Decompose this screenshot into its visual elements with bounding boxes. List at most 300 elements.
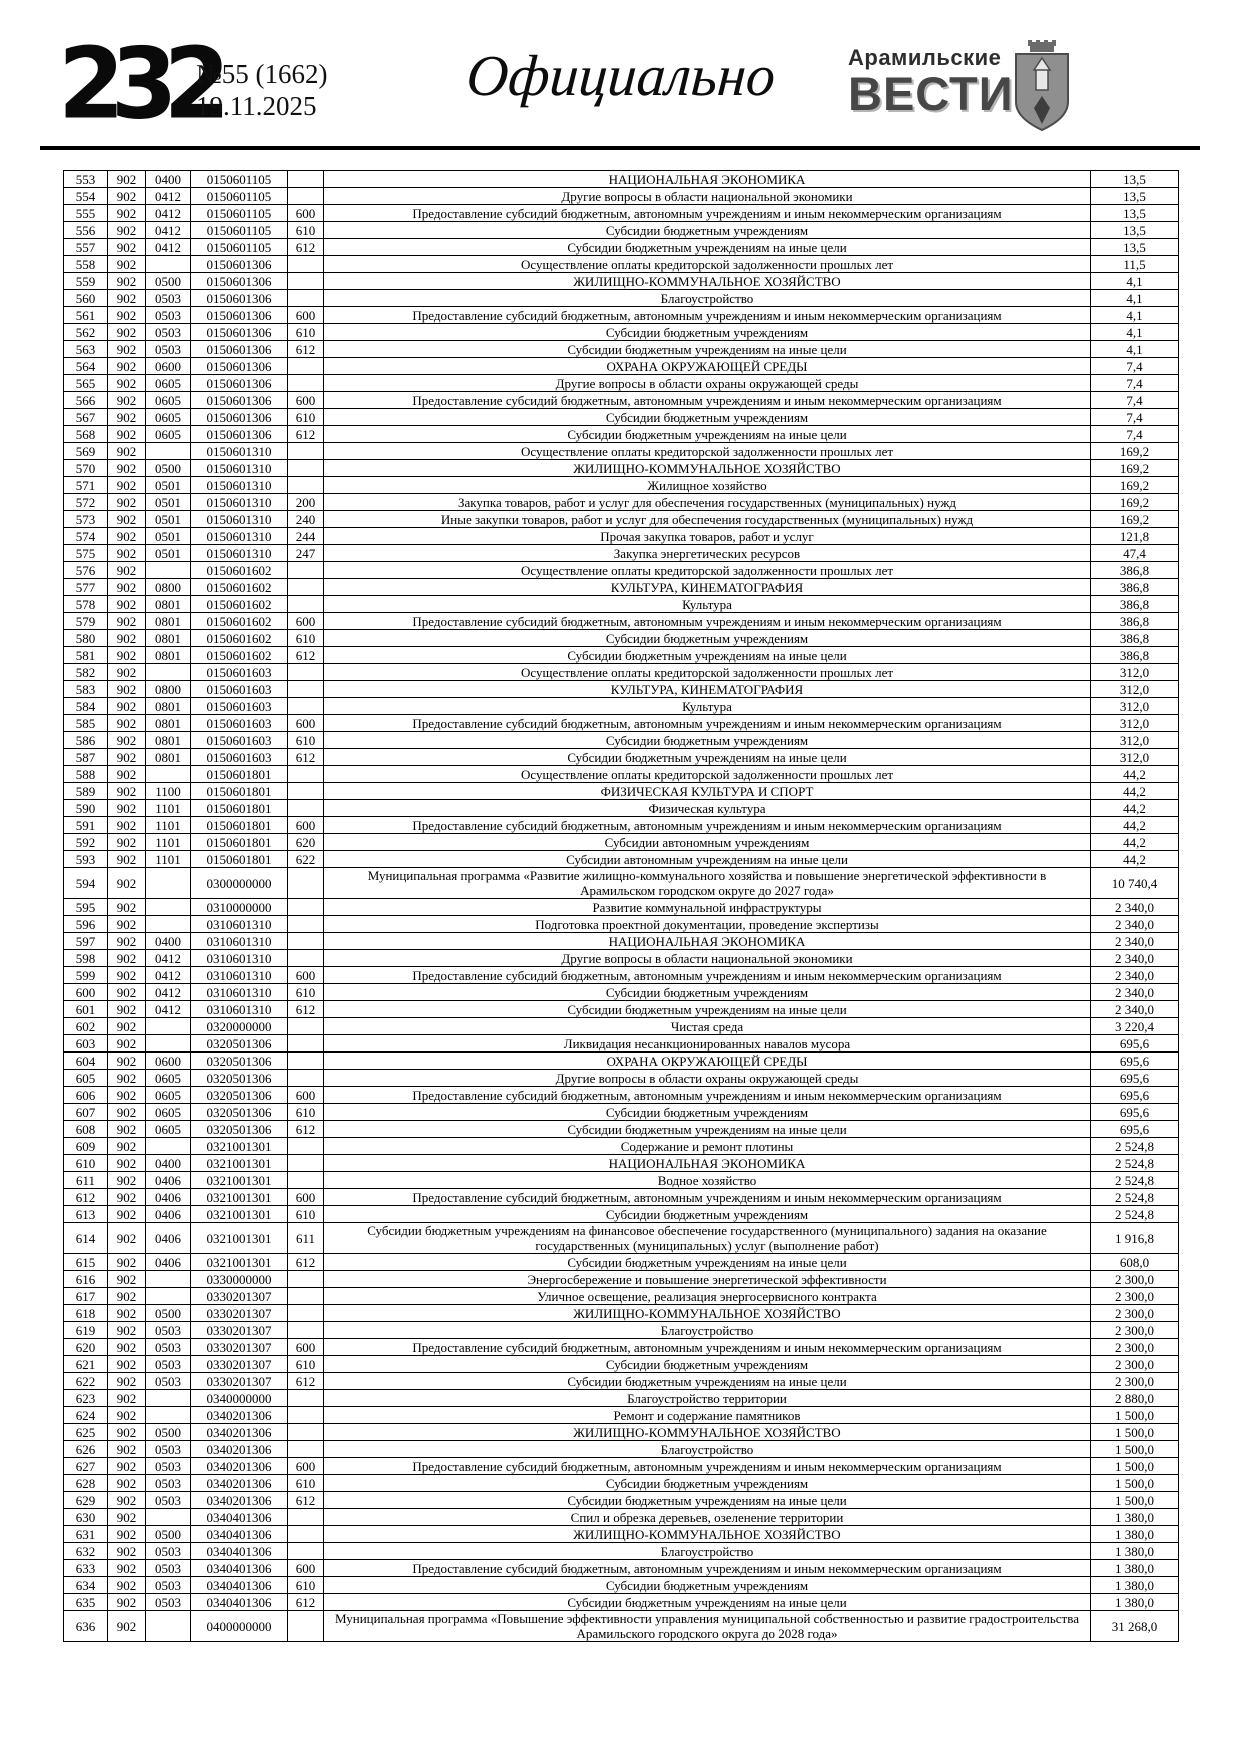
cell-name: Субсидии бюджетным учреждениям на иные цели [324, 1492, 1091, 1509]
cell-target-article: 0150601310 [191, 494, 288, 511]
cell-expense-type [288, 800, 324, 817]
cell-target-article: 0310601310 [191, 984, 288, 1001]
cell-name: Субсидии бюджетным учреждениям [324, 409, 1091, 426]
cell-expense-type [288, 1424, 324, 1441]
cell-expense-type [288, 596, 324, 613]
cell-grbs-code: 902 [108, 1087, 146, 1104]
cell-section-code: 0503 [146, 307, 191, 324]
cell-name: Развитие коммунальной инфраструктуры [324, 899, 1091, 916]
cell-expense-type: 240 [288, 511, 324, 528]
cell-amount: 11,5 [1091, 256, 1179, 273]
cell-row-number: 622 [64, 1373, 108, 1390]
cell-expense-type [288, 1070, 324, 1087]
cell-amount: 695,6 [1091, 1035, 1179, 1053]
newspaper-logo [848, 46, 1013, 118]
cell-section-code: 0412 [146, 239, 191, 256]
cell-row-number: 588 [64, 766, 108, 783]
cell-grbs-code: 902 [108, 1339, 146, 1356]
cell-amount: 2 300,0 [1091, 1339, 1179, 1356]
cell-section-code: 0600 [146, 1052, 191, 1070]
cell-row-number: 634 [64, 1577, 108, 1594]
table-row [64, 1070, 1179, 1087]
cell-grbs-code: 902 [108, 868, 146, 899]
cell-row-number: 612 [64, 1189, 108, 1206]
cell-amount: 2 300,0 [1091, 1322, 1179, 1339]
cell-section-code: 0605 [146, 1087, 191, 1104]
cell-grbs-code: 902 [108, 443, 146, 460]
cell-section-code: 1101 [146, 834, 191, 851]
cell-grbs-code: 902 [108, 1104, 146, 1121]
cell-amount: 312,0 [1091, 732, 1179, 749]
cell-target-article: 0150601603 [191, 698, 288, 715]
table-row [64, 579, 1179, 596]
cell-amount: 7,4 [1091, 375, 1179, 392]
cell-name: КУЛЬТУРА, КИНЕМАТОГРАФИЯ [324, 579, 1091, 596]
cell-amount: 1 500,0 [1091, 1492, 1179, 1509]
cell-amount: 169,2 [1091, 494, 1179, 511]
cell-section-code: 0500 [146, 273, 191, 290]
cell-amount: 44,2 [1091, 766, 1179, 783]
table-row [64, 681, 1179, 698]
cell-amount: 7,4 [1091, 409, 1179, 426]
cell-target-article: 0150601310 [191, 460, 288, 477]
cell-grbs-code: 902 [108, 967, 146, 984]
cell-section-code: 0605 [146, 1104, 191, 1121]
cell-section-code: 1101 [146, 851, 191, 868]
table-row [64, 511, 1179, 528]
cell-target-article: 0300000000 [191, 868, 288, 899]
cell-grbs-code: 902 [108, 1373, 146, 1390]
cell-section-code: 0412 [146, 950, 191, 967]
issue-block [196, 58, 328, 122]
table-row [64, 766, 1179, 783]
cell-expense-type: 612 [288, 1121, 324, 1138]
cell-amount: 386,8 [1091, 647, 1179, 664]
cell-amount: 312,0 [1091, 715, 1179, 732]
cell-amount: 44,2 [1091, 817, 1179, 834]
cell-target-article: 0150601801 [191, 834, 288, 851]
cell-section-code: 0501 [146, 477, 191, 494]
cell-expense-type [288, 1611, 324, 1642]
cell-section-code [146, 1138, 191, 1155]
table-row [64, 1189, 1179, 1206]
cell-row-number: 573 [64, 511, 108, 528]
cell-grbs-code: 902 [108, 256, 146, 273]
cell-name: Субсидии бюджетным учреждениям на иные цели [324, 1121, 1091, 1138]
cell-section-code: 0605 [146, 1070, 191, 1087]
cell-row-number: 580 [64, 630, 108, 647]
cell-expense-type [288, 1407, 324, 1424]
cell-target-article: 0321001301 [191, 1189, 288, 1206]
cell-name: Предоставление субсидий бюджетным, автономным учреждениям и иным некоммерческим организациям [324, 307, 1091, 324]
cell-amount: 2 300,0 [1091, 1305, 1179, 1322]
cell-row-number: 607 [64, 1104, 108, 1121]
table-row [64, 443, 1179, 460]
cell-amount: 386,8 [1091, 562, 1179, 579]
cell-target-article: 0150601105 [191, 205, 288, 222]
table-row [64, 324, 1179, 341]
cell-amount: 312,0 [1091, 698, 1179, 715]
table-row [64, 341, 1179, 358]
cell-row-number: 575 [64, 545, 108, 562]
cell-row-number: 565 [64, 375, 108, 392]
cell-grbs-code: 902 [108, 239, 146, 256]
table-row [64, 984, 1179, 1001]
cell-target-article: 0321001301 [191, 1172, 288, 1189]
issue-date: 19.11.2025 [196, 91, 317, 121]
cell-name: Субсидии бюджетным учреждениям на иные цели [324, 239, 1091, 256]
cell-expense-type: 610 [288, 1475, 324, 1492]
cell-section-code [146, 256, 191, 273]
cell-grbs-code: 902 [108, 1560, 146, 1577]
cell-grbs-code: 902 [108, 528, 146, 545]
cell-target-article: 0321001301 [191, 1206, 288, 1223]
cell-section-code: 0503 [146, 1475, 191, 1492]
cell-grbs-code: 902 [108, 984, 146, 1001]
cell-expense-type: 622 [288, 851, 324, 868]
cell-row-number: 633 [64, 1560, 108, 1577]
cell-grbs-code: 902 [108, 933, 146, 950]
cell-name: Осуществление оплаты кредиторской задолженности прошлых лет [324, 256, 1091, 273]
cell-section-code: 0800 [146, 681, 191, 698]
cell-amount: 2 524,8 [1091, 1155, 1179, 1172]
cell-row-number: 628 [64, 1475, 108, 1492]
cell-section-code: 0500 [146, 1424, 191, 1441]
cell-expense-type [288, 868, 324, 899]
cell-target-article: 0150601306 [191, 375, 288, 392]
table-row [64, 1458, 1179, 1475]
cell-target-article: 0150601306 [191, 307, 288, 324]
cell-grbs-code: 902 [108, 596, 146, 613]
cell-amount: 1 380,0 [1091, 1526, 1179, 1543]
cell-expense-type: 600 [288, 307, 324, 324]
cell-grbs-code: 902 [108, 613, 146, 630]
cell-row-number: 571 [64, 477, 108, 494]
cell-amount: 312,0 [1091, 749, 1179, 766]
cell-row-number: 589 [64, 783, 108, 800]
cell-row-number: 629 [64, 1492, 108, 1509]
cell-section-code: 0605 [146, 426, 191, 443]
cell-row-number: 581 [64, 647, 108, 664]
cell-expense-type [288, 256, 324, 273]
cell-target-article: 0330201307 [191, 1339, 288, 1356]
cell-section-code: 0503 [146, 324, 191, 341]
cell-expense-type [288, 1052, 324, 1070]
cell-expense-type: 600 [288, 1458, 324, 1475]
cell-row-number: 584 [64, 698, 108, 715]
cell-amount: 1 380,0 [1091, 1560, 1179, 1577]
page-number: 232 [58, 26, 217, 142]
cell-section-code: 0400 [146, 1155, 191, 1172]
cell-row-number: 582 [64, 664, 108, 681]
cell-grbs-code: 902 [108, 834, 146, 851]
cell-grbs-code: 902 [108, 273, 146, 290]
cell-amount: 386,8 [1091, 579, 1179, 596]
cell-target-article: 0310000000 [191, 899, 288, 916]
cell-name: Предоставление субсидий бюджетным, автономным учреждениям и иным некоммерческим организациям [324, 1458, 1091, 1475]
issue-number: №55 (1662) [196, 59, 328, 89]
cell-section-code: 0412 [146, 222, 191, 239]
cell-name: ЖИЛИЩНО-КОММУНАЛЬНОЕ ХОЗЯЙСТВО [324, 273, 1091, 290]
cell-name: Благоустройство [324, 1441, 1091, 1458]
table-row [64, 698, 1179, 715]
cell-name: Уличное освещение, реализация энергосервисного контракта [324, 1288, 1091, 1305]
cell-expense-type [288, 562, 324, 579]
cell-target-article: 0150601105 [191, 239, 288, 256]
cell-name: Энергосбережение и повышение энергетической эффективности [324, 1271, 1091, 1288]
table-row [64, 1373, 1179, 1390]
cell-name: Благоустройство [324, 1543, 1091, 1560]
cell-target-article: 0340201306 [191, 1458, 288, 1475]
cell-grbs-code: 902 [108, 494, 146, 511]
masthead [0, 0, 1241, 146]
cell-expense-type [288, 899, 324, 916]
cell-target-article: 0150601306 [191, 426, 288, 443]
cell-target-article: 0150601105 [191, 188, 288, 205]
cell-amount: 695,6 [1091, 1070, 1179, 1087]
cell-expense-type [288, 375, 324, 392]
cell-target-article: 0310601310 [191, 916, 288, 933]
cell-grbs-code: 902 [108, 358, 146, 375]
cell-target-article: 0320000000 [191, 1018, 288, 1035]
cell-target-article: 0340201306 [191, 1424, 288, 1441]
cell-amount: 2 340,0 [1091, 916, 1179, 933]
cell-amount: 4,1 [1091, 273, 1179, 290]
cell-section-code: 0605 [146, 375, 191, 392]
cell-expense-type: 620 [288, 834, 324, 851]
cell-row-number: 618 [64, 1305, 108, 1322]
cell-expense-type [288, 950, 324, 967]
cell-amount: 2 524,8 [1091, 1206, 1179, 1223]
table-row [64, 1206, 1179, 1223]
table-row [64, 1087, 1179, 1104]
cell-expense-type: 244 [288, 528, 324, 545]
cell-row-number: 592 [64, 834, 108, 851]
cell-amount: 1 380,0 [1091, 1543, 1179, 1560]
cell-grbs-code: 902 [108, 1254, 146, 1271]
cell-target-article: 0340401306 [191, 1577, 288, 1594]
cell-name: ЖИЛИЩНО-КОММУНАЛЬНОЕ ХОЗЯЙСТВО [324, 1526, 1091, 1543]
cell-target-article: 0310601310 [191, 967, 288, 984]
cell-grbs-code: 902 [108, 1223, 146, 1254]
cell-name: Предоставление субсидий бюджетным, автономным учреждениям и иным некоммерческим организациям [324, 967, 1091, 984]
table-row [64, 1475, 1179, 1492]
cell-name: Осуществление оплаты кредиторской задолженности прошлых лет [324, 562, 1091, 579]
cell-grbs-code: 902 [108, 1424, 146, 1441]
cell-target-article: 0340401306 [191, 1560, 288, 1577]
table-row [64, 426, 1179, 443]
table-row [64, 562, 1179, 579]
cell-name: Иные закупки товаров, работ и услуг для обеспечения государственных (муниципальных) нужд [324, 511, 1091, 528]
cell-name: Осуществление оплаты кредиторской задолженности прошлых лет [324, 664, 1091, 681]
cell-name: Субсидии бюджетным учреждениям [324, 324, 1091, 341]
cell-grbs-code: 902 [108, 171, 146, 188]
cell-expense-type [288, 933, 324, 950]
cell-section-code [146, 1035, 191, 1053]
table-row [64, 1526, 1179, 1543]
cell-grbs-code: 902 [108, 647, 146, 664]
cell-target-article: 0150601602 [191, 630, 288, 647]
cell-row-number: 577 [64, 579, 108, 596]
cell-section-code: 0600 [146, 358, 191, 375]
cell-target-article: 0320501306 [191, 1121, 288, 1138]
cell-expense-type: 611 [288, 1223, 324, 1254]
cell-amount: 44,2 [1091, 800, 1179, 817]
cell-target-article: 0150601310 [191, 511, 288, 528]
cell-amount: 121,8 [1091, 528, 1179, 545]
cell-expense-type: 610 [288, 1206, 324, 1223]
cell-section-code [146, 562, 191, 579]
table-row [64, 817, 1179, 834]
cell-section-code [146, 868, 191, 899]
cell-row-number: 559 [64, 273, 108, 290]
table-row [64, 967, 1179, 984]
cell-expense-type: 600 [288, 392, 324, 409]
cell-row-number: 596 [64, 916, 108, 933]
cell-name: Благоустройство территории [324, 1390, 1091, 1407]
cell-name: Другие вопросы в области национальной экономики [324, 188, 1091, 205]
cell-amount: 13,5 [1091, 171, 1179, 188]
table-row [64, 1018, 1179, 1035]
cell-target-article: 0340201306 [191, 1441, 288, 1458]
cell-section-code: 1101 [146, 817, 191, 834]
cell-expense-type [288, 1509, 324, 1526]
cell-row-number: 563 [64, 341, 108, 358]
table-row [64, 1407, 1179, 1424]
cell-grbs-code: 902 [108, 460, 146, 477]
cell-target-article: 0150601306 [191, 358, 288, 375]
cell-expense-type: 600 [288, 1560, 324, 1577]
cell-grbs-code: 902 [108, 899, 146, 916]
cell-target-article: 0150601602 [191, 647, 288, 664]
table-row [64, 545, 1179, 562]
cell-expense-type [288, 1441, 324, 1458]
cell-grbs-code: 902 [108, 1390, 146, 1407]
cell-section-code: 0412 [146, 967, 191, 984]
cell-name: Субсидии бюджетным учреждениям на иные цели [324, 1254, 1091, 1271]
cell-row-number: 630 [64, 1509, 108, 1526]
cell-name: Субсидии бюджетным учреждениям [324, 1206, 1091, 1223]
cell-row-number: 585 [64, 715, 108, 732]
cell-amount: 2 524,8 [1091, 1189, 1179, 1206]
cell-expense-type [288, 664, 324, 681]
cell-amount: 2 300,0 [1091, 1288, 1179, 1305]
cell-grbs-code: 902 [108, 950, 146, 967]
cell-expense-type [288, 358, 324, 375]
cell-target-article: 0150601310 [191, 528, 288, 545]
brand-top-label: Арамильские [848, 45, 1002, 70]
cell-expense-type: 610 [288, 409, 324, 426]
cell-amount: 386,8 [1091, 613, 1179, 630]
table-row [64, 1121, 1179, 1138]
table-row [64, 477, 1179, 494]
cell-amount: 2 340,0 [1091, 967, 1179, 984]
cell-target-article: 0320501306 [191, 1104, 288, 1121]
cell-name: Закупка товаров, работ и услуг для обеспечения государственных (муниципальных) нужд [324, 494, 1091, 511]
cell-row-number: 613 [64, 1206, 108, 1223]
cell-grbs-code: 902 [108, 307, 146, 324]
table-row [64, 596, 1179, 613]
cell-row-number: 614 [64, 1223, 108, 1254]
cell-target-article: 0150601801 [191, 851, 288, 868]
table-row [64, 1322, 1179, 1339]
cell-row-number: 619 [64, 1322, 108, 1339]
cell-row-number: 624 [64, 1407, 108, 1424]
cell-expense-type [288, 1172, 324, 1189]
cell-section-code: 0801 [146, 698, 191, 715]
cell-target-article: 0340401306 [191, 1543, 288, 1560]
table-row [64, 375, 1179, 392]
cell-amount: 695,6 [1091, 1087, 1179, 1104]
cell-name: ОХРАНА ОКРУЖАЮЩЕЙ СРЕДЫ [324, 1052, 1091, 1070]
cell-target-article: 0340401306 [191, 1526, 288, 1543]
cell-name: Предоставление субсидий бюджетным, автономным учреждениям и иным некоммерческим организациям [324, 613, 1091, 630]
cell-amount: 1 380,0 [1091, 1509, 1179, 1526]
cell-row-number: 627 [64, 1458, 108, 1475]
cell-row-number: 598 [64, 950, 108, 967]
cell-row-number: 604 [64, 1052, 108, 1070]
table-row [64, 899, 1179, 916]
cell-name: Предоставление субсидий бюджетным, автономным учреждениям и иным некоммерческим организациям [324, 1560, 1091, 1577]
cell-amount: 2 524,8 [1091, 1172, 1179, 1189]
cell-section-code [146, 899, 191, 916]
cell-row-number: 616 [64, 1271, 108, 1288]
cell-amount: 4,1 [1091, 290, 1179, 307]
cell-name: Водное хозяйство [324, 1172, 1091, 1189]
cell-target-article: 0150601602 [191, 613, 288, 630]
cell-section-code [146, 1509, 191, 1526]
cell-amount: 1 500,0 [1091, 1407, 1179, 1424]
cell-section-code: 0801 [146, 715, 191, 732]
cell-name: Субсидии бюджетным учреждениям [324, 222, 1091, 239]
cell-amount: 13,5 [1091, 188, 1179, 205]
cell-row-number: 569 [64, 443, 108, 460]
cell-section-code: 0406 [146, 1206, 191, 1223]
cell-target-article: 0320501306 [191, 1087, 288, 1104]
cell-section-code: 0500 [146, 460, 191, 477]
cell-grbs-code: 902 [108, 851, 146, 868]
cell-name: ЖИЛИЩНО-КОММУНАЛЬНОЕ ХОЗЯЙСТВО [324, 1305, 1091, 1322]
cell-amount: 13,5 [1091, 239, 1179, 256]
cell-row-number: 597 [64, 933, 108, 950]
cell-section-code: 0501 [146, 494, 191, 511]
cell-section-code: 0503 [146, 1339, 191, 1356]
cell-section-code: 0500 [146, 1305, 191, 1322]
cell-target-article: 0320501306 [191, 1035, 288, 1053]
cell-section-code [146, 766, 191, 783]
cell-target-article: 0310601310 [191, 933, 288, 950]
cell-expense-type: 600 [288, 715, 324, 732]
cell-target-article: 0150601603 [191, 664, 288, 681]
cell-name: Субсидии автономным учреждениям [324, 834, 1091, 851]
cell-amount: 1 380,0 [1091, 1594, 1179, 1611]
table-row [64, 1271, 1179, 1288]
table-row [64, 392, 1179, 409]
cell-grbs-code: 902 [108, 1322, 146, 1339]
cell-row-number: 567 [64, 409, 108, 426]
cell-row-number: 554 [64, 188, 108, 205]
table-row [64, 1138, 1179, 1155]
cell-target-article: 0330201307 [191, 1356, 288, 1373]
cell-target-article: 0150601306 [191, 324, 288, 341]
cell-target-article: 0321001301 [191, 1254, 288, 1271]
cell-section-code: 0801 [146, 613, 191, 630]
cell-amount: 608,0 [1091, 1254, 1179, 1271]
cell-section-code: 0801 [146, 630, 191, 647]
cell-grbs-code: 902 [108, 1052, 146, 1070]
cell-grbs-code: 902 [108, 698, 146, 715]
cell-grbs-code: 902 [108, 545, 146, 562]
